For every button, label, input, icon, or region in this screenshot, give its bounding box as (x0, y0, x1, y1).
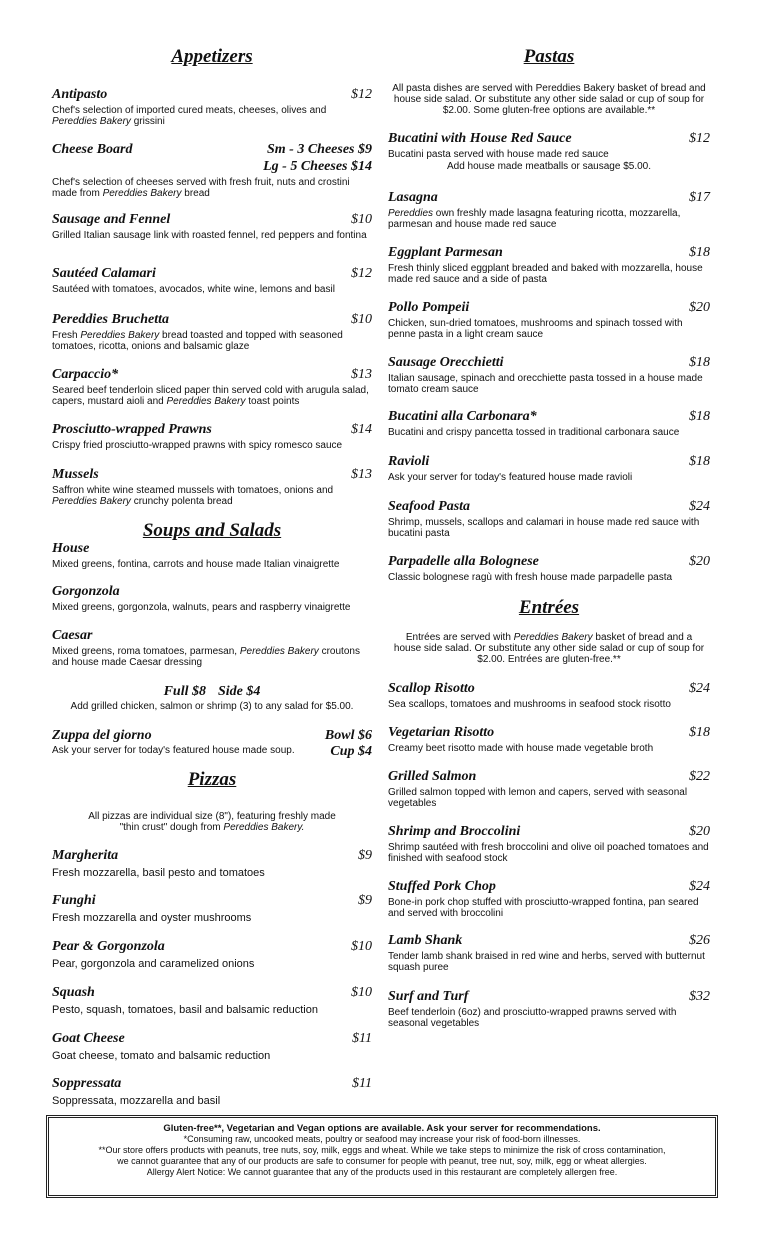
menu-item (388, 408, 710, 438)
item-price: $32 (689, 989, 710, 1004)
item-desc: Grilled Italian sausage link with roasted fennel, red peppers and fontina (52, 230, 367, 241)
menu-item-zuppa (52, 727, 372, 760)
entrees-note: Entrées are served with Pereddies Bakery basket of bread and a house side salad. Or substitute any other side salad or cup of soup for $2.00. Entrées are gluten-free.** (393, 632, 705, 665)
item-name: Funghi (52, 893, 96, 908)
menu-item (52, 627, 372, 668)
item-desc: Seared beef tenderloin sliced paper thin served cold with arugula salad, capers, mustard aioli and Pereddies Bakery toast points (52, 385, 369, 407)
item-desc: Fresh mozzarella, basil pesto and tomatoes (52, 867, 265, 879)
item-price: $26 (689, 933, 710, 948)
item-name: Grilled Salmon (388, 769, 477, 784)
item-price: $20 (689, 824, 710, 839)
item-price: $9 (358, 848, 372, 863)
item-desc: Fresh mozzarella and oyster mushrooms (52, 912, 252, 924)
item-price: $11 (352, 1031, 372, 1046)
menu-item (52, 86, 372, 127)
menu-item (388, 354, 710, 395)
soups-title: Soups and Salads (142, 520, 282, 541)
item-desc: Crispy fried prosciutto-wrapped prawns with spicy romesco sauce (52, 440, 343, 451)
item-desc: Saffron white wine steamed mussels with tomatoes, onions and Pereddies Bakery crunchy polenta bread (52, 485, 334, 507)
menu-item (388, 244, 710, 285)
item-name: Vegetarian Risotto (388, 725, 495, 740)
item-desc: Mixed greens, roma tomatoes, parmesan, Pereddies Bakery croutons and house made Caesar dressing (52, 646, 360, 668)
item-name: Pear & Gorgonzola (52, 939, 165, 954)
item-price: $10 (351, 212, 372, 227)
item-name: Gorgonzola (52, 584, 120, 599)
footer-allergen-guarantee: we cannot guarantee that any of our products are safe to consumer for people with peanut, tree nut, soy, milk, egg or wheat allergies. (117, 1156, 647, 1166)
menu-item (52, 540, 372, 570)
item-price: $12 (351, 87, 372, 102)
item-name: Sausage and Fennel (52, 212, 171, 227)
item-desc: Chicken, sun-dried tomatoes, mushrooms and spinach tossed with penne pasta in a light cream sauce (388, 318, 683, 340)
item-price: $20 (689, 300, 710, 315)
menu-item (52, 1075, 372, 1107)
pastas-title: Pastas (523, 46, 575, 67)
item-desc: Pereddies own freshly made lasagna featuring ricotta, mozzarella, parmesan and house made red sauce (388, 208, 681, 230)
item-name: House (52, 541, 90, 556)
item-desc: Bone-in pork chop stuffed with prosciutto-wrapped fontina, pan seared and served with broccolini (388, 897, 699, 919)
item-name: Shrimp and Broccolini (388, 824, 521, 839)
item-name: Ravioli (388, 454, 430, 469)
item-name: Squash (52, 985, 95, 1000)
item-name: Stuffed Pork Chop (388, 879, 496, 894)
item-price: $18 (689, 245, 710, 260)
item-desc: Tender lamb shank braised in red wine and herbs, served with butternut squash puree (388, 951, 705, 973)
item-desc: Sautéed with tomatoes, avocados, white wine, lemons and basil (52, 284, 335, 295)
pasta-note: All pasta dishes are served with Pereddies Bakery basket of bread and house side salad. Or substitute any other side salad or cup of soup for $2.00. Some gluten-free options are available.** (392, 83, 706, 116)
item-price: $17 (689, 190, 710, 205)
item-name: Soppressata (52, 1076, 122, 1091)
menu-item (52, 311, 372, 352)
item-price: $13 (351, 467, 372, 482)
item-name: Lasagna (388, 190, 438, 205)
menu-item (52, 421, 372, 451)
item-name: Zuppa del giorno (52, 728, 152, 743)
item-name: Seafood Pasta (388, 499, 471, 514)
pizza-note: All pizzas are individual size (8"), featuring freshly made "thin crust" dough from Pereddies Bakery. (88, 811, 336, 833)
item-desc: Mixed greens, gorgonzola, walnuts, pears and raspberry vinaigrette (52, 602, 351, 613)
menu-item (52, 366, 372, 407)
item-name: Margherita (52, 848, 119, 863)
item-name: Sausage Orecchietti (388, 355, 504, 370)
item-price: $20 (689, 554, 710, 569)
item-price: $13 (351, 367, 372, 382)
item-price: $12 (351, 266, 372, 281)
menu-item (52, 1030, 372, 1062)
item-price: $14 (351, 422, 372, 437)
item-price: $18 (689, 355, 710, 370)
menu-item (52, 847, 372, 879)
item-price-large: Lg - 5 Cheeses $14 (263, 159, 372, 174)
item-name: Prosciutto-wrapped Prawns (52, 422, 212, 437)
item-name: Bucatini with House Red Sauce (388, 131, 572, 146)
menu-item (388, 724, 710, 754)
item-name: Pereddies Bruchetta (52, 312, 170, 327)
item-price: $10 (351, 312, 372, 327)
full-price: Full $8 (163, 684, 206, 699)
salad-sizes (52, 682, 372, 700)
item-price: $18 (689, 409, 710, 424)
menu-item (388, 299, 710, 340)
item-name: Caesar (52, 628, 93, 643)
item-name: Antipasto (52, 87, 108, 102)
footer-allergen-note: **Our store offers products with peanuts, tree nuts, soy, milk, eggs and wheat. While we take steps to minimize the risk of cross contamination, (98, 1145, 666, 1155)
menu-item (52, 265, 372, 295)
menu-item (388, 680, 710, 710)
item-price: $22 (689, 769, 710, 784)
menu-item (388, 932, 710, 973)
menu-item (388, 130, 710, 172)
item-price: $12 (689, 131, 710, 146)
item-name: Scallop Risotto (388, 681, 475, 696)
bowl-price: Bowl $6 (324, 728, 372, 743)
item-price: $24 (689, 681, 710, 696)
item-desc: Fresh thinly sliced eggplant breaded and baked with mozzarella, house made red sauce and a side of pasta (388, 263, 703, 285)
item-price: $10 (351, 939, 372, 954)
menu-item (52, 466, 372, 507)
item-desc: Ask your server for today's featured house made ravioli (388, 472, 633, 483)
menu-item (388, 453, 710, 483)
item-desc: Chef's selection of cheeses served with fresh fruit, nuts and crostini made from Pereddies Bakery bread (52, 177, 350, 199)
item-name: Carpaccio* (52, 367, 119, 382)
item-name: Goat Cheese (52, 1031, 125, 1046)
item-price: $11 (352, 1076, 372, 1091)
appetizers-title: Appetizers (171, 46, 253, 67)
item-price: $10 (351, 985, 372, 1000)
item-desc: Shrimp sautéed with fresh broccolini and olive oil poached tomatoes and finished with seafood stock (388, 842, 709, 864)
item-desc: Soppressata, mozzarella and basil (52, 1095, 221, 1107)
item-name: Bucatini alla Carbonara* (388, 409, 537, 424)
item-price-small: Sm - 3 Cheeses $9 (267, 142, 372, 157)
menu-item (388, 823, 710, 864)
menu-item (388, 189, 710, 230)
footer-dietary-options: Gluten-free**, Vegetarian and Vegan options are available. Ask your server for recommendations. (163, 1123, 601, 1134)
item-name: Parpadelle alla Bolognese (388, 554, 539, 569)
menu-item (52, 892, 372, 924)
item-desc: Shrimp, mussels, scallops and calamari in house made red sauce with bucatini pasta (388, 517, 700, 539)
item-price: $9 (358, 893, 372, 908)
footer-allergy-alert: Allergy Alert Notice: We cannot guarantee that any of the products used in this restaurant are completely allergen free. (146, 1167, 618, 1177)
item-desc: Grilled salmon topped with lemon and capers, served with seasonal vegetables (388, 787, 688, 809)
salad-addon: Add grilled chicken, salmon or shrimp (3) to any salad for $5.00. (70, 701, 354, 712)
menu-item (52, 141, 372, 199)
side-price: Side $4 (218, 684, 261, 699)
item-desc: Pear, gorgonzola and caramelized onions (52, 958, 255, 970)
menu-item (388, 988, 710, 1029)
item-price: $24 (689, 879, 710, 894)
item-name: Lamb Shank (388, 933, 463, 948)
menu-item (388, 553, 710, 583)
item-name: Cheese Board (52, 142, 133, 157)
item-desc: Ask your server for today's featured house made soup. (52, 745, 295, 756)
item-name: Mussels (52, 467, 99, 482)
item-desc: Bucatini pasta served with house made red sauce (388, 149, 609, 160)
item-desc: Beef tenderloin (6oz) and prosciutto-wrapped prawns served with seasonal vegetables (388, 1007, 677, 1029)
item-name: Eggplant Parmesan (388, 245, 503, 260)
menu-item (388, 498, 710, 539)
item-desc: Fresh Pereddies Bakery bread toasted and topped with seasoned tomatoes, ricotta, onions and balsamic glaze (52, 330, 343, 352)
cup-price: Cup $4 (330, 744, 372, 759)
menu-item (52, 211, 372, 241)
item-desc: Bucatini and crispy pancetta tossed in traditional carbonara sauce (388, 427, 680, 438)
item-desc: Classic bolognese ragù with fresh house made parpadelle pasta (388, 572, 673, 583)
item-desc: Creamy beet risotto made with house made vegetable broth (388, 743, 654, 754)
item-desc: Chef's selection of imported cured meats, cheeses, olives and Pereddies Bakery grissini (52, 105, 327, 127)
menu-item (52, 583, 372, 613)
item-addon: Add house made meatballs or sausage $5.00. (446, 161, 652, 172)
menu-item (388, 878, 710, 919)
item-name: Sautéed Calamari (52, 266, 156, 281)
item-name: Pollo Pompeii (388, 300, 470, 315)
item-desc: Goat cheese, tomato and balsamic reduction (52, 1050, 271, 1062)
menu-item (52, 938, 372, 970)
item-price: $18 (689, 725, 710, 740)
item-desc: Sea scallops, tomatoes and mushrooms in seafood stock risotto (388, 699, 671, 710)
allergy-footer (46, 1115, 718, 1198)
pizzas-title: Pizzas (187, 769, 237, 790)
footer-consumption-warning: *Consuming raw, uncooked meats, poultry or seafood may increase your risk of food-born illnesses. (183, 1134, 581, 1144)
item-name: Surf and Turf (388, 989, 469, 1004)
item-desc: Pesto, squash, tomatoes, basil and balsamic reduction (52, 1004, 318, 1016)
item-desc: Italian sausage, spinach and orecchiette pasta tossed in a house made tomato cream sauce (388, 373, 703, 395)
menu-item (388, 768, 710, 809)
item-desc: Mixed greens, fontina, carrots and house made Italian vinaigrette (52, 559, 340, 570)
entrees-title: Entrées (518, 597, 580, 618)
item-price: $18 (689, 454, 710, 469)
item-price: $24 (689, 499, 710, 514)
menu-item (52, 984, 372, 1016)
